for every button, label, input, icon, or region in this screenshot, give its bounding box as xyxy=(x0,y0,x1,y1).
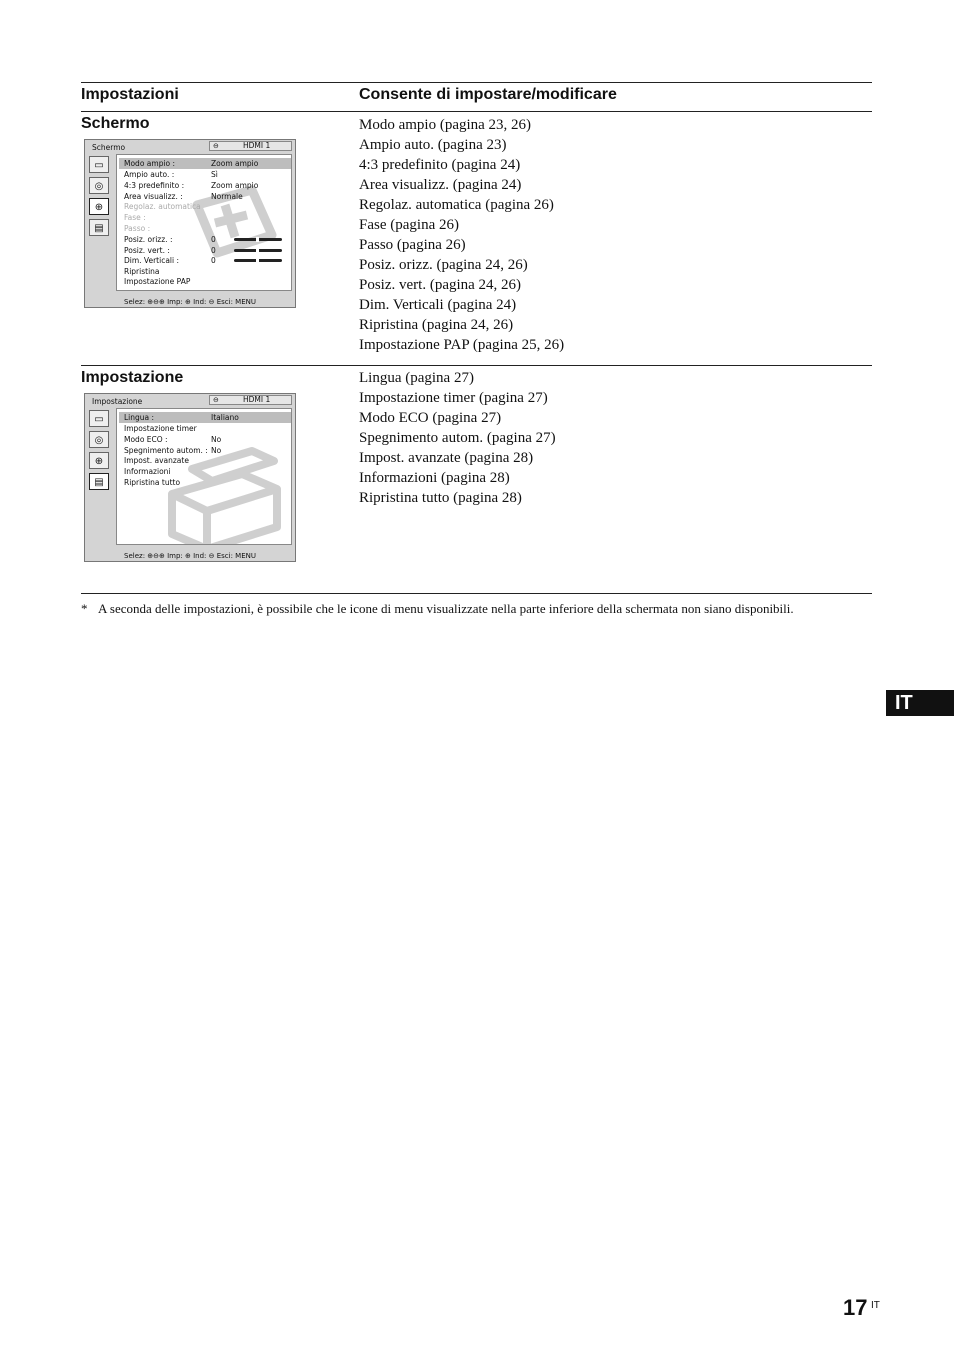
impostazione-menu-screenshot xyxy=(84,393,296,562)
menu-row: Passo : xyxy=(124,224,151,233)
slider-bar xyxy=(234,238,282,241)
section-title-schermo: Schermo xyxy=(81,115,150,132)
menu-row: Area visualizz. : Normale xyxy=(124,192,243,201)
list-item: Posiz. orizz. (pagina 24, 26) xyxy=(359,257,528,273)
menu-title: Schermo xyxy=(92,143,126,152)
impostazione-items-list xyxy=(359,368,556,508)
page-number-suffix: IT xyxy=(871,1300,880,1311)
table-bottom-rule xyxy=(81,593,872,594)
menu-row: Impostazione PAP xyxy=(124,277,191,286)
sound-icon: ◎ xyxy=(89,431,109,448)
source-box xyxy=(209,395,292,405)
menu-icon-column xyxy=(89,156,113,240)
menu-panel xyxy=(116,154,292,291)
menu-row: Impost. avanzate xyxy=(124,456,189,465)
menu-row: Modo ECO : No xyxy=(124,435,222,444)
list-item: Modo ampio (pagina 23, 26) xyxy=(359,117,532,133)
setup-icon: ▤ xyxy=(89,219,109,236)
input-icon: ⊖ xyxy=(213,142,219,150)
menu-row: Impostazione timer xyxy=(124,424,197,433)
slider-bar xyxy=(234,259,282,262)
menu-row: Posiz. orizz. : 0 xyxy=(124,234,292,245)
setup-icon: ▤ xyxy=(89,473,109,490)
section-divider xyxy=(81,365,872,366)
source-box xyxy=(209,141,292,151)
slider-bar xyxy=(234,249,282,252)
footnote-text: A seconda delle impostazioni, è possibile che le icone di menu visualizzate nella parte inferiore della schermata non siano disponibili. xyxy=(98,601,794,616)
list-item: Passo (pagina 26) xyxy=(359,237,466,253)
footnote xyxy=(81,599,871,618)
list-item: Ripristina (pagina 24, 26) xyxy=(359,317,514,333)
menu-icon-column xyxy=(89,410,113,494)
menu-row: Regolaz. automatica xyxy=(124,202,201,211)
column-header-settings: Impostazioni xyxy=(81,86,179,103)
list-item: Dim. Verticali (pagina 24) xyxy=(359,297,517,313)
picture-icon: ▭ xyxy=(89,156,109,173)
list-item: Area visualizz. (pagina 24) xyxy=(359,177,522,193)
language-tab: IT xyxy=(886,690,954,716)
menu-title: Impostazione xyxy=(92,397,143,406)
list-item: Fase (pagina 26) xyxy=(359,217,459,233)
schermo-items-list xyxy=(359,115,564,355)
list-item: Modo ECO (pagina 27) xyxy=(359,410,502,426)
source-name: HDMI 1 xyxy=(243,395,271,404)
list-item: Impostazione PAP (pagina 25, 26) xyxy=(359,337,565,353)
menu-panel xyxy=(116,408,292,545)
menu-footer: Selez: ⊕⊖⊕ Imp: ⊕ Ind: ⊖ Esci: MENU xyxy=(124,298,256,306)
menu-row: Ripristina tutto xyxy=(124,478,181,487)
menu-footer: Selez: ⊕⊖⊕ Imp: ⊕ Ind: ⊖ Esci: MENU xyxy=(124,552,256,560)
list-item: Lingua (pagina 27) xyxy=(359,370,474,386)
sound-icon: ◎ xyxy=(89,177,109,194)
screen-icon: ⊕ xyxy=(89,452,109,469)
header-bottom-rule xyxy=(81,111,872,112)
schermo-menu-screenshot xyxy=(84,139,296,308)
list-item: Ampio auto. (pagina 23) xyxy=(359,137,507,153)
menu-row: Lingua : Italiano xyxy=(119,412,291,423)
menu-row: Ampio auto. : Sì xyxy=(124,170,218,179)
page-number: 17 xyxy=(843,1295,868,1320)
list-item: 4:3 predefinito (pagina 24) xyxy=(359,157,521,173)
menu-row: Dim. Verticali : 0 xyxy=(124,255,292,266)
list-item: Spegnimento autom. (pagina 27) xyxy=(359,430,556,446)
section-title-impostazione: Impostazione xyxy=(81,369,184,386)
menu-row: Ripristina xyxy=(124,267,160,276)
table-top-rule xyxy=(81,82,872,83)
menu-row: Modo ampio : Zoom ampio xyxy=(119,158,291,169)
menu-row: 4:3 predefinito : Zoom ampio xyxy=(124,181,259,190)
source-name: HDMI 1 xyxy=(243,141,271,150)
list-item: Regolaz. automatica (pagina 26) xyxy=(359,197,554,213)
list-item: Impost. avanzate (pagina 28) xyxy=(359,450,534,466)
menu-row: Fase : xyxy=(124,213,146,222)
column-header-description: Consente di impostare/modificare xyxy=(359,86,617,103)
picture-icon: ▭ xyxy=(89,410,109,427)
screen-icon: ⊕ xyxy=(89,198,109,215)
list-item: Impostazione timer (pagina 27) xyxy=(359,390,548,406)
input-icon: ⊖ xyxy=(213,396,219,404)
menu-row: Posiz. vert. : 0 xyxy=(124,245,292,256)
menu-row: Informazioni xyxy=(124,467,171,476)
list-item: Informazioni (pagina 28) xyxy=(359,470,510,486)
footnote-marker: * xyxy=(81,601,88,616)
menu-row: Spegnimento autom. : No xyxy=(124,446,222,455)
list-item: Ripristina tutto (pagina 28) xyxy=(359,490,522,506)
list-item: Posiz. vert. (pagina 24, 26) xyxy=(359,277,522,293)
